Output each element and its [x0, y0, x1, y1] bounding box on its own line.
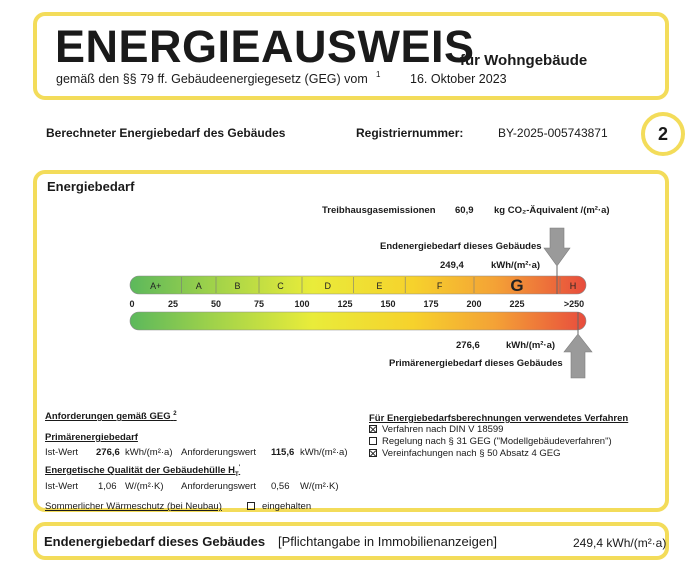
law-date: 16. Oktober 2023 [410, 72, 507, 86]
final-energy-label: Endenergiebedarf dieses Gebäudes [380, 241, 542, 252]
class-label-c: C [277, 281, 284, 291]
class-label-a: A [195, 281, 202, 291]
footer-value: 249,4 kWh/(m²·a) [573, 536, 667, 550]
legal-basis: gemäß den §§ 79 ff. Gebäudeenergiegesetz (GEG) vom [56, 72, 368, 86]
ghg-label: Treibhausgasemissionen [322, 205, 436, 216]
tick-label: 0 [129, 299, 135, 309]
page-number: 2 [641, 112, 685, 156]
tick-label: >250 [563, 299, 585, 309]
final-energy-value: 249,4 [440, 260, 464, 271]
primary-energy-label: Primärenergiebedarf dieses Gebäudes [389, 358, 563, 369]
primary-energy-value: 276,6 [456, 340, 480, 351]
procedure-title: Für Energiebedarfsberechnungen verwendetes Verfahren [369, 413, 629, 424]
tick-label: 200 [466, 299, 482, 309]
class-label-f: F [436, 281, 443, 291]
ghg-value: 60,9 [455, 205, 474, 216]
tick-label: 25 [167, 299, 179, 309]
summer-protection-option: eingehalten [262, 501, 312, 512]
section-title: Energiebedarf [47, 179, 135, 194]
registration-number: BY-2025-005743871 [498, 126, 608, 140]
primary-actual-value: 276,6 [96, 447, 120, 458]
footer-note: [Pflichtangabe in Immobilienanzeigen] [278, 534, 497, 549]
final-energy-unit: kWh/(m²·a) [491, 260, 541, 271]
class-label-h: H [569, 281, 577, 291]
tick-label: 175 [423, 299, 439, 309]
class-label-b: B [234, 281, 241, 291]
procedure-option-label: Vereinfachungen nach § 50 Absatz 4 GEG [382, 448, 561, 459]
primary-requirement-value: 115,6 [271, 447, 295, 458]
final-energy-marker-arrow [544, 228, 570, 266]
calc-label: Berechneter Energiebedarf des Gebäudes [46, 126, 286, 140]
registration-label: Registriernummer: [356, 126, 464, 140]
tick-label: 100 [294, 299, 310, 309]
summer-protection-label: Sommerlicher Wärmeschutz (bei Neubau) [45, 501, 222, 512]
class-label-aplus: A+ [150, 281, 162, 291]
scale-bar-bottom [130, 312, 586, 330]
procedure-checkbox[interactable] [369, 425, 377, 433]
envelope-requirement-unit: W/(m²·K) [300, 481, 339, 492]
actual-label: Ist-Wert [45, 447, 79, 458]
document-subtitle: für Wohngebäude [460, 52, 588, 69]
tick-label: 75 [253, 299, 265, 309]
requirements-title: Anforderungen gemäß GEG $^2$ [45, 411, 177, 423]
primary-energy-heading: Primärenergiebedarf [45, 432, 138, 443]
primary-energy-marker-arrow [564, 334, 592, 378]
document-title: ENERGIEAUSWEIS [55, 21, 475, 72]
summer-protection-checkbox[interactable] [247, 502, 255, 510]
actual-label: Ist-Wert [45, 481, 79, 492]
tick-label: 125 [337, 299, 353, 309]
class-label-e: E [376, 281, 383, 291]
envelope-requirement-value: 0,56 [271, 481, 290, 492]
procedure-checkbox[interactable] [369, 449, 377, 457]
tick-label: 150 [380, 299, 396, 309]
procedure-option-label: Regelung nach § 31 GEG ("Modellgebäudeverfahren") [382, 436, 612, 447]
requirement-label: Anforderungswert [181, 447, 256, 458]
footer-label: Endenergiebedarf dieses Gebäudes [44, 534, 266, 549]
envelope-actual-value: 1,06 [98, 481, 117, 492]
requirement-label: Anforderungswert [181, 481, 256, 492]
class-label-d: D [324, 281, 332, 291]
ghg-unit: kg CO₂-Äquivalent /(m²·a) [494, 205, 610, 216]
envelope-actual-unit: W/(m²·K) [125, 481, 164, 492]
procedure-checkbox[interactable] [369, 437, 377, 445]
tick-label: 50 [210, 299, 222, 309]
primary-requirement-unit: kWh/(m²·a) [300, 447, 348, 458]
tick-label: 225 [509, 299, 525, 309]
primary-energy-unit: kWh/(m²·a) [506, 340, 556, 351]
class-label-g: G [510, 276, 524, 295]
envelope-quality-heading: Energetische Qualität der Gebäudehülle $H_T'$ [45, 465, 241, 479]
primary-actual-unit: kWh/(m²·a) [125, 447, 173, 458]
procedure-option-label: Verfahren nach DIN V 18599 [382, 424, 504, 435]
footnote-mark: 1 [376, 70, 381, 79]
